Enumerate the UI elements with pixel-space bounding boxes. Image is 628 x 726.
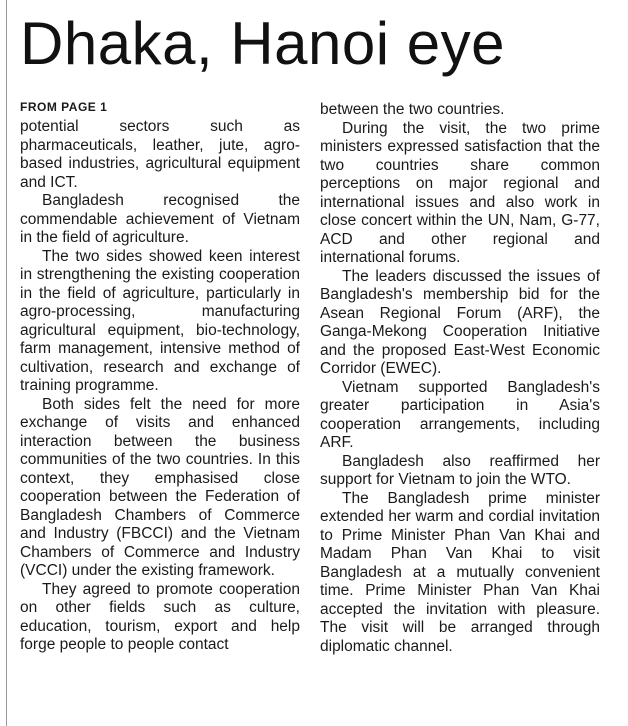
paragraph: They agreed to promote cooperation on other fields such as culture, education, tourism, export and help forge people to people contact bbox=[20, 580, 300, 653]
column-rule bbox=[6, 0, 7, 726]
paragraph: Bangladesh also reaffirmed her support for Vietnam to join the WTO. bbox=[320, 452, 600, 488]
right-column bbox=[320, 101, 600, 656]
jump-label: FROM PAGE 1 bbox=[20, 100, 108, 114]
paragraph: Vietnam supported Bangladesh's greater participation in Asia's cooperation arrangements, including ARF. bbox=[320, 378, 600, 451]
paragraph: The two sides showed keen interest in strengthening the existing cooperation in the field of agriculture, particularly in agro-processing, manufacturing agricultural equipment, bio-technology, farm management, intensive method of cultivation, research and exchange of training programme. bbox=[20, 247, 300, 394]
paragraph: Both sides felt the need for more exchange of visits and enhanced interaction between the business communities of the two countries. In this context, they emphasised close cooperation between the Federation of Bangladesh Chambers of Commerce and Industry (FBCCI) and the Vietnam Chambers of Commerce and Industry (VCCI) under the existing framework. bbox=[20, 395, 300, 579]
paragraph: Bangladesh recognised the commendable achievement of Vietnam in the field of agriculture. bbox=[20, 192, 300, 246]
paragraph: The leaders discussed the issues of Bangladesh's membership bid for the Asean Regional Forum (ARF), the Ganga-Mekong Cooperation Initiative and the proposed East-West Economic Corridor (EWEC). bbox=[320, 267, 600, 377]
headline: Dhaka, Hanoi eye bbox=[20, 10, 505, 77]
paragraph: During the visit, the two prime ministers expressed satisfaction that the two countries share common perceptions on major regional and international issues and also work in close concert within the UN, Nam, G-77, ACD and other regional and international forums. bbox=[320, 119, 600, 266]
left-column bbox=[20, 100, 300, 655]
paragraph: between the two countries. bbox=[320, 101, 505, 118]
paragraph: potential sectors such as pharmaceuticals, leather, jute, agro-based industries, agricultural equipment and ICT. bbox=[20, 118, 300, 191]
paragraph: The Bangladesh prime minister extended her warm and cordial invitation to Prime Minister Phan Van Khai and Madam Phan Van Khai to visit Bangladesh at a mutually convenient time. Prime Minister Phan Van Khai accepted the invitation with pleasure. The visit will be arranged through diplomatic channel. bbox=[320, 489, 600, 655]
